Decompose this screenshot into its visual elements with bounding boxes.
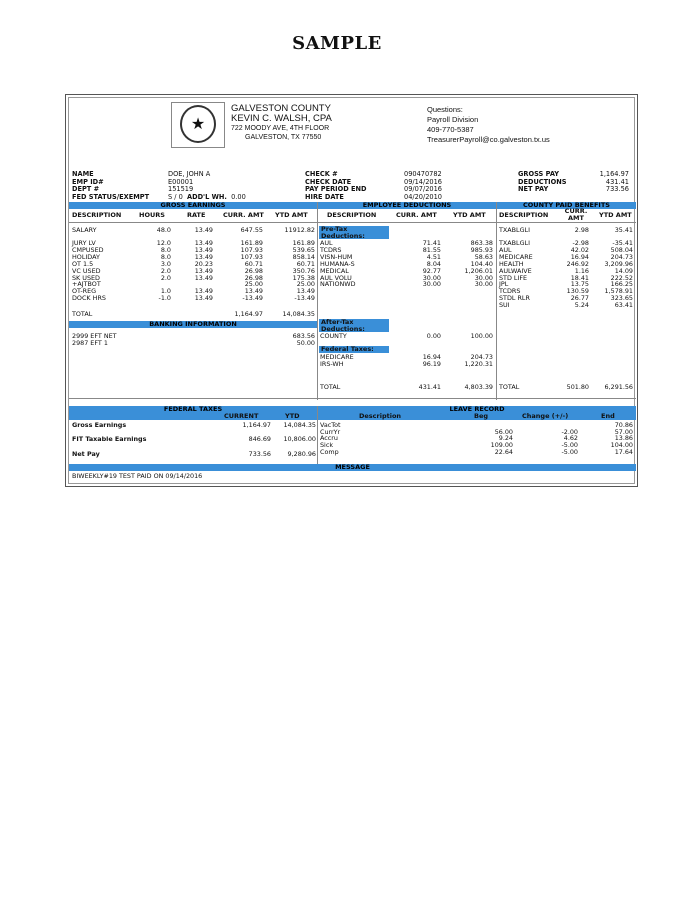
earn-hdr-rate: RATE	[187, 211, 206, 219]
pretax-row-5-col-1: 30.00	[422, 273, 441, 282]
earnings-row-8-col-1: 1.0	[160, 287, 171, 296]
check-no-label: CHECK #	[305, 170, 338, 178]
fedtax-row-0-col-1: 16.94	[422, 353, 441, 361]
county-paid-bar: COUNTY PAID BENEFITS	[497, 202, 636, 209]
fed-row-1-current: 846.69	[248, 435, 271, 443]
employee-deductions-bar: EMPLOYEE DEDUCTIONS	[318, 202, 496, 209]
earnings-row-0-col-4: 11912.82	[284, 226, 315, 234]
earnings-row-3-col-0: HOLIDAY	[72, 252, 100, 261]
check-no: 090470782	[404, 170, 442, 178]
leave-row-4-desc: Comp	[320, 447, 339, 456]
lower-col-divider	[317, 406, 318, 464]
address-line-2: GALVESTON, TX 77550	[245, 134, 322, 141]
address-line-1: 722 MOODY AVE, 4TH FLOOR	[231, 125, 330, 132]
col-divider-1	[317, 202, 318, 400]
questions-email: TreasurerPayroll@co.galveston.tx.us	[427, 135, 550, 144]
ded-hdr-ytd: YTD AMT	[453, 211, 486, 219]
earnings-row-6-col-4: 175.38	[292, 273, 315, 282]
aftertax-row-0-col-2: 100.00	[470, 332, 493, 340]
earnings-row-8-col-0: OT-REG	[72, 287, 97, 296]
benefit-row-1-col-0: TXABLGLI	[499, 239, 530, 247]
benefits-total-row-col-0: TOTAL	[499, 383, 520, 391]
pretax-row-6-col-2: 30.00	[474, 280, 493, 289]
fedtax-row-0-col-2: 204.73	[470, 353, 493, 361]
leave-row-3-end: 104.00	[610, 441, 633, 450]
benefit-row-10-col-0: SUI	[499, 301, 510, 310]
benefit-row-9-col-2: 323.65	[610, 294, 633, 303]
leave-row-1-change: -2.00	[561, 427, 578, 436]
employee-labels	[72, 171, 149, 201]
hire-date-label: HIRE DATE	[305, 192, 344, 201]
earnings-row-2-col-1: 8.0	[160, 245, 171, 254]
pay-period-end: 09/07/2016	[404, 185, 443, 193]
earnings-row-5-col-2: 13.49	[194, 266, 213, 275]
benefit-row-7-col-2: 166.25	[610, 280, 633, 289]
county-name: GALVESTON COUNTY	[231, 103, 331, 114]
earnings-row-1-col-3: 161.89	[240, 239, 263, 247]
pretax-row-5-col-0: AUL VOLU	[320, 273, 352, 282]
aftertax-subheader: After-Tax Deductions:	[319, 319, 389, 332]
seal-circle	[180, 105, 216, 143]
earnings-row-1-col-0: JURY LV	[72, 239, 96, 247]
earn-hdr-desc: DESCRIPTION	[72, 211, 122, 219]
gross-pay: 1,164.97	[599, 170, 629, 178]
benefit-row-7-col-1: 13.75	[570, 280, 589, 289]
benefit-row-9-col-0: STDL RLR	[499, 294, 530, 303]
fed-status-row	[168, 194, 246, 202]
benefit-row-2-col-2: 508.04	[610, 245, 633, 254]
pretax-row-0-col-0: AUL	[320, 239, 333, 247]
deductions-total-row-col-2: 4,803.39	[464, 383, 493, 391]
pretax-row-0-col-2: 863.38	[470, 239, 493, 247]
deductions-total: 431.41	[605, 177, 629, 186]
earnings-row-9-col-1: -1.0	[158, 294, 171, 303]
earnings-row-8-col-2: 13.49	[194, 287, 213, 296]
benefit-row-3-col-2: 204.73	[610, 252, 633, 261]
message-text: BIWEEKLY#19 TEST PAID ON 09/14/2016	[72, 472, 203, 480]
leave-row-2-end: 13.86	[614, 434, 633, 443]
county-block	[231, 104, 332, 142]
benefit-row-7-col-0: JPL	[499, 280, 509, 289]
bank-row-0-amt: 683.56	[292, 332, 315, 340]
earnings-row-6-col-2: 13.49	[194, 273, 213, 282]
pretax-row-4-col-2: 1,206.01	[464, 266, 493, 275]
benefit-row-6-col-1: 18.41	[570, 273, 589, 282]
benefit-row-5-col-2: 14.09	[614, 266, 633, 275]
addl-wh-value: 0.00	[231, 192, 246, 201]
fedtax-row-1-col-1: 96.19	[422, 359, 441, 368]
earnings-row-4-col-1: 3.0	[160, 259, 171, 268]
employee-id: E00001	[168, 177, 194, 186]
check-date: 09/14/2016	[404, 177, 443, 186]
leave-row-4-change: -5.00	[561, 447, 578, 456]
fedtax-row-1-col-0: IRS-WH	[320, 359, 344, 368]
header-divider	[69, 222, 636, 223]
earnings-row-4-col-2: 20.23	[194, 259, 213, 268]
summary-values	[589, 171, 629, 194]
leave-row-0-end: 70.86	[614, 421, 633, 429]
earnings-total-row-col-3: 1,164.97	[234, 310, 263, 318]
earnings-total-row-col-0: TOTAL	[72, 310, 93, 318]
pretax-row-1-col-0: TCDRS	[320, 245, 342, 254]
earnings-row-1-col-2: 13.49	[194, 239, 213, 247]
benefit-row-4-col-1: 246.92	[566, 259, 589, 268]
leave-row-3-change: -5.00	[561, 441, 578, 450]
page-heading: SAMPLE	[292, 33, 382, 54]
fedtax-subheader: Federal Taxes:	[319, 346, 389, 353]
fed-row-2-current: 733.56	[248, 450, 271, 458]
check-labels	[305, 171, 367, 201]
leave-row-1-desc: CurrYr	[320, 427, 341, 436]
earnings-row-4-col-0: OT 1.5	[72, 259, 94, 268]
earnings-row-7-col-3: 25.00	[244, 280, 263, 289]
benefit-row-8-col-0: TCDRS	[499, 287, 521, 296]
earnings-row-0-col-2: 13.49	[194, 226, 213, 234]
pretax-row-2-col-1: 4.51	[426, 252, 441, 261]
pretax-row-5-col-2: 30.00	[474, 273, 493, 282]
pretax-row-6-col-0: NATIONWD	[320, 280, 356, 289]
benefit-row-6-col-0: STD LIFE	[499, 273, 528, 282]
earnings-row-0-col-3: 647.55	[240, 226, 263, 234]
pretax-row-2-col-2: 58.63	[474, 252, 493, 261]
net-pay: 733.56	[605, 185, 629, 193]
benefit-row-8-col-2: 1,578.91	[604, 287, 633, 296]
pretax-row-3-col-0: HUMANA-S	[320, 259, 355, 268]
benefits-total-row-col-1: 501.80	[566, 383, 589, 391]
hire-date: 04/20/2010	[404, 192, 443, 201]
aftertax-row-0-col-0: COUNTY	[320, 332, 347, 340]
fed-row-0-current: 1,164.97	[242, 421, 271, 429]
earnings-total-row-col-4: 14,084.35	[282, 310, 315, 318]
ded-hdr-curr: CURR. AMT	[396, 211, 437, 219]
benefit-row-0-col-1: 2.98	[574, 226, 589, 234]
pretax-row-1-col-1: 81.55	[422, 245, 441, 254]
pay-period-label: PAY PERIOD END	[305, 185, 367, 193]
earnings-row-3-col-2: 13.49	[194, 252, 213, 261]
employee-dept: 151519	[168, 185, 194, 193]
benefit-row-1-col-1: -2.98	[572, 239, 589, 247]
deductions-total-row-col-0: TOTAL	[320, 383, 341, 391]
ded-hdr-desc: DESCRIPTION	[327, 211, 377, 219]
fed-status-label: FED STATUS/EXEMPT	[72, 192, 150, 201]
benefit-row-2-col-0: AUL	[499, 245, 512, 254]
leave-row-3-desc: Sick	[320, 441, 334, 450]
earnings-row-5-col-0: VC USED	[72, 266, 101, 275]
benefits-total-row-col-2: 6,291.56	[604, 383, 633, 391]
leave-row-1-beg: 56.00	[494, 427, 513, 436]
pretax-subheader: Pre-Tax Deductions:	[319, 226, 389, 239]
earnings-row-2-col-3: 107.93	[240, 245, 263, 254]
fed-row-2-label: Net Pay	[72, 450, 100, 458]
fed-status-value: S / 0	[168, 192, 183, 201]
net-pay-label: NET PAY	[518, 185, 549, 193]
earnings-row-6-col-1: 2.0	[160, 273, 171, 282]
check-date-label: CHECK DATE	[305, 177, 352, 186]
benefit-row-6-col-2: 222.52	[610, 273, 633, 282]
benefit-row-2-col-1: 42.02	[570, 245, 589, 254]
ben-hdr-ytd: YTD AMT	[599, 211, 632, 219]
employee-values	[168, 171, 246, 201]
earnings-row-1-col-1: 12.0	[156, 239, 171, 247]
earnings-row-7-col-4: 25.00	[296, 280, 315, 289]
leave-row-4-end: 17.64	[614, 447, 633, 456]
earnings-row-5-col-4: 350.76	[292, 266, 315, 275]
leave-hdr-beg: Beg	[474, 412, 489, 420]
earnings-row-8-col-4: 13.49	[296, 287, 315, 296]
ben-hdr-curr: CURR. AMT	[564, 207, 588, 222]
leave-hdr-desc: Description	[359, 412, 402, 420]
earnings-row-6-col-0: SK USED	[72, 273, 100, 282]
earnings-row-2-col-4: 539.65	[292, 245, 315, 254]
fedtax-row-0-col-0: MEDICARE	[320, 353, 354, 361]
earn-hdr-curr: CURR. AMT	[223, 211, 264, 219]
benefit-row-3-col-0: MEDICARE	[499, 252, 533, 261]
earnings-row-5-col-1: 2.0	[160, 266, 171, 275]
leave-row-1-end: 57.00	[614, 427, 633, 436]
pretax-row-1-col-2: 985.93	[470, 245, 493, 254]
benefit-row-10-col-1: 5.24	[574, 301, 589, 310]
earnings-row-1-col-4: 161.89	[292, 239, 315, 247]
earnings-row-4-col-3: 60.71	[244, 259, 263, 268]
earnings-row-2-col-2: 13.49	[194, 245, 213, 254]
leave-row-2-change: 4.62	[563, 434, 578, 443]
summary-labels	[518, 171, 566, 194]
earnings-row-9-col-0: DOCK HRS	[72, 294, 106, 303]
fed-row-0-ytd: 14,084.35	[283, 421, 316, 429]
earn-hdr-ytd: YTD AMT	[275, 211, 308, 219]
benefit-row-3-col-1: 16.94	[570, 252, 589, 261]
earnings-row-3-col-4: 858.14	[292, 252, 315, 261]
fed-hdr-ytd: YTD	[285, 412, 300, 420]
pretax-row-3-col-1: 8.04	[426, 259, 441, 268]
pretax-row-2-col-0: VISN-HUM	[320, 252, 353, 261]
county-seal-logo	[171, 102, 225, 148]
banking-bar: BANKING INFORMATION	[69, 321, 317, 328]
fedtax-row-1-col-2: 1,220.31	[464, 359, 493, 368]
leave-row-0-desc: VacTot	[320, 421, 341, 429]
mid-divider	[69, 398, 636, 399]
employee-name: DOE, JOHN A	[168, 170, 211, 178]
pay-stub-inner	[68, 97, 635, 484]
federal-taxes-bar: FEDERAL TAXES	[69, 406, 317, 413]
bank-row-1-desc: 2987 EFT 1	[72, 338, 108, 347]
name-label: NAME	[72, 170, 94, 178]
pretax-row-4-col-0: MEDICAL	[320, 266, 349, 275]
pretax-row-4-col-1: 92.77	[422, 266, 441, 275]
gross-pay-label: GROSS PAY	[518, 170, 560, 178]
col-divider-2	[496, 202, 497, 400]
gross-earnings-bar: GROSS EARNINGS	[69, 202, 317, 209]
fed-row-0-label: Gross Earnings	[72, 421, 127, 429]
questions-block	[427, 105, 550, 145]
questions-dept: Payroll Division	[427, 115, 479, 124]
aftertax-row-0-col-1: 0.00	[426, 332, 441, 340]
earnings-row-3-col-3: 107.93	[240, 252, 263, 261]
leave-record-bar: LEAVE RECORD	[318, 406, 636, 413]
pretax-row-0-col-1: 71.41	[422, 239, 441, 247]
leave-row-4-beg: 22.64	[494, 447, 513, 456]
benefit-row-1-col-2: -35.41	[612, 239, 633, 247]
leave-row-2-beg: 9.24	[498, 434, 513, 443]
fed-row-2-ytd: 9,280.96	[287, 450, 316, 458]
earnings-row-9-col-3: -13.49	[242, 294, 263, 303]
leave-row-2-desc: Accru	[320, 434, 338, 443]
benefit-row-0-col-0: TXABLGLI	[499, 226, 530, 234]
earnings-row-7-col-0: +AJTBOT	[72, 280, 101, 289]
stub-header	[69, 98, 634, 162]
questions-title: Questions:	[427, 105, 463, 114]
check-values	[404, 171, 442, 201]
benefit-row-9-col-1: 26.77	[570, 294, 589, 303]
earnings-row-5-col-3: 26.98	[244, 266, 263, 275]
message-bar: MESSAGE	[69, 464, 636, 471]
leave-hdr-end: End	[601, 412, 615, 420]
pretax-row-3-col-2: 104.40	[470, 259, 493, 268]
pay-stub	[65, 94, 638, 487]
benefit-row-10-col-2: 63.41	[614, 301, 633, 310]
fed-row-1-label: FIT Taxable Earnings	[72, 435, 147, 443]
leave-hdr-change: Change (+/-)	[522, 412, 569, 420]
dept-label: DEPT #	[72, 185, 100, 193]
questions-phone: 409-770-5387	[427, 125, 474, 134]
pretax-row-6-col-1: 30.00	[422, 280, 441, 289]
earnings-row-6-col-3: 26.98	[244, 273, 263, 282]
earnings-row-9-col-4: -13.49	[294, 294, 315, 303]
addl-wh-label: ADD'L WH.	[187, 192, 227, 201]
benefit-row-4-col-0: HEALTH	[499, 259, 524, 268]
leave-row-3-beg: 109.00	[490, 441, 513, 450]
benefit-row-8-col-1: 130.59	[566, 287, 589, 296]
earnings-row-3-col-1: 8.0	[160, 252, 171, 261]
benefit-row-5-col-1: 1.16	[574, 266, 589, 275]
earnings-row-4-col-4: 60.71	[296, 259, 315, 268]
earn-hdr-hours: HOURS	[139, 211, 165, 219]
deductions-total-row-col-1: 431.41	[418, 383, 441, 391]
benefit-row-5-col-0: AULWAIVE	[499, 266, 532, 275]
benefit-row-0-col-2: 35.41	[614, 226, 633, 234]
bank-row-0-desc: 2999 EFT NET	[72, 332, 117, 340]
earnings-row-0-col-1: 48.0	[156, 226, 171, 234]
bank-row-1-amt: 50.00	[296, 338, 315, 347]
fed-hdr-current: CURRENT	[224, 412, 259, 420]
ben-hdr-desc: DESCRIPTION	[499, 211, 549, 219]
fed-row-1-ytd: 10,806.00	[283, 435, 316, 443]
earnings-row-8-col-3: 13.49	[244, 287, 263, 296]
benefit-row-4-col-2: 3,209.96	[604, 259, 633, 268]
earnings-row-9-col-2: 13.49	[194, 294, 213, 303]
earnings-row-2-col-0: CMPUSED	[72, 245, 104, 254]
earnings-row-0-col-0: SALARY	[72, 226, 97, 234]
deductions-label: DEDUCTIONS	[518, 177, 567, 186]
emp-id-label: EMP ID#	[72, 177, 104, 186]
officer-name: KEVIN C. WALSH, CPA	[231, 113, 332, 124]
star-icon: ★	[190, 114, 206, 133]
